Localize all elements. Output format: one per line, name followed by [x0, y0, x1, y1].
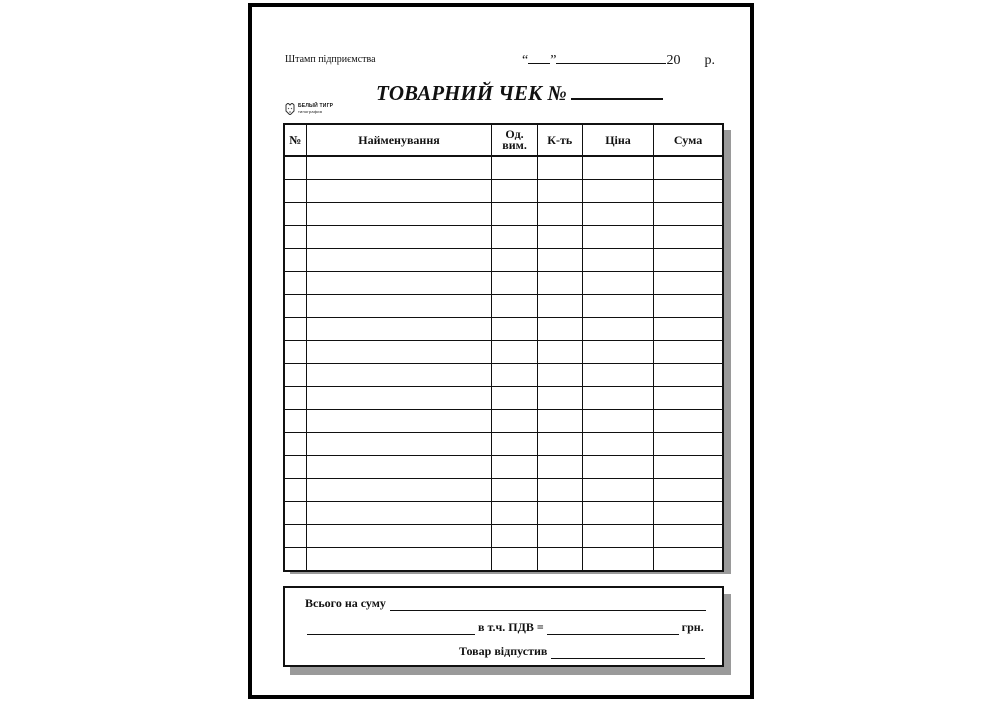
- table-cell-sum[interactable]: [654, 156, 723, 180]
- table-cell-price[interactable]: [582, 502, 653, 525]
- table-cell-price[interactable]: [582, 341, 653, 364]
- table-row: [284, 479, 723, 502]
- month-blank[interactable]: [556, 51, 666, 64]
- vat-amount-blank[interactable]: [547, 622, 679, 635]
- table-cell-sum[interactable]: [654, 295, 723, 318]
- released-line: [459, 644, 705, 659]
- table-cell-unit[interactable]: [492, 318, 537, 341]
- table-row: [284, 341, 723, 364]
- table-cell-unit[interactable]: [492, 502, 537, 525]
- table-cell-qty[interactable]: [537, 249, 582, 272]
- table-row: [284, 180, 723, 203]
- table-cell-name[interactable]: [306, 479, 492, 502]
- table-cell-unit[interactable]: [492, 203, 537, 226]
- table-cell-no[interactable]: [284, 203, 306, 226]
- table-cell-sum[interactable]: [654, 433, 723, 456]
- table-cell-name[interactable]: [306, 410, 492, 433]
- table-cell-qty[interactable]: [537, 456, 582, 479]
- logo-line-1: БЕЛЫЙ ТИГР: [298, 103, 334, 109]
- receipt-number-blank[interactable]: [571, 82, 663, 100]
- table-row: [284, 295, 723, 318]
- table-cell-unit[interactable]: [492, 249, 537, 272]
- table-cell-name[interactable]: [306, 249, 492, 272]
- table-cell-unit[interactable]: [492, 479, 537, 502]
- table-cell-unit[interactable]: [492, 410, 537, 433]
- table-cell-unit[interactable]: [492, 272, 537, 295]
- table-row: [284, 525, 723, 548]
- table-cell-price[interactable]: [582, 456, 653, 479]
- table-cell-name[interactable]: [306, 318, 492, 341]
- table-cell-qty[interactable]: [537, 295, 582, 318]
- table-cell-unit[interactable]: [492, 156, 537, 180]
- table-cell-qty[interactable]: [537, 226, 582, 249]
- table-cell-name[interactable]: [306, 203, 492, 226]
- year-suffix: р.: [704, 53, 715, 68]
- col-header-price: Ціна: [582, 124, 653, 156]
- table-row: [284, 156, 723, 180]
- table-row: [284, 410, 723, 433]
- table-cell-qty[interactable]: [537, 433, 582, 456]
- table-cell-sum[interactable]: [654, 387, 723, 410]
- table-cell-name[interactable]: [306, 272, 492, 295]
- table-cell-no[interactable]: [284, 156, 306, 180]
- table-cell-price[interactable]: [582, 180, 653, 203]
- table-cell-no[interactable]: [284, 295, 306, 318]
- table-cell-qty[interactable]: [537, 203, 582, 226]
- year-prefix: 20: [666, 53, 681, 68]
- table-cell-no[interactable]: [284, 226, 306, 249]
- table-cell-name[interactable]: [306, 341, 492, 364]
- table-cell-no[interactable]: [284, 525, 306, 548]
- table-cell-sum[interactable]: [654, 180, 723, 203]
- table-cell-price[interactable]: [582, 525, 653, 548]
- table-cell-sum[interactable]: [654, 272, 723, 295]
- table-cell-price[interactable]: [582, 156, 653, 180]
- table-cell-sum[interactable]: [654, 341, 723, 364]
- table-cell-unit[interactable]: [492, 364, 537, 387]
- table-cell-no[interactable]: [284, 456, 306, 479]
- logo-line-2: типография: [298, 109, 323, 114]
- table-cell-sum[interactable]: [654, 456, 723, 479]
- table-cell-name[interactable]: [306, 364, 492, 387]
- table-cell-name[interactable]: [306, 548, 492, 572]
- table-cell-no[interactable]: [284, 364, 306, 387]
- table-cell-price[interactable]: [582, 318, 653, 341]
- table-cell-price[interactable]: [582, 387, 653, 410]
- table-cell-no[interactable]: [284, 410, 306, 433]
- table-cell-sum[interactable]: [654, 410, 723, 433]
- table-cell-name[interactable]: [306, 433, 492, 456]
- table-cell-price[interactable]: [582, 249, 653, 272]
- table-cell-qty[interactable]: [537, 180, 582, 203]
- date-line: [522, 51, 715, 69]
- table-cell-sum[interactable]: [654, 525, 723, 548]
- table-cell-unit[interactable]: [492, 295, 537, 318]
- total-amount-blank[interactable]: [390, 598, 706, 611]
- currency-label: грн.: [681, 620, 704, 634]
- table-cell-unit[interactable]: [492, 387, 537, 410]
- table-cell-qty[interactable]: [537, 479, 582, 502]
- table-cell-price[interactable]: [582, 410, 653, 433]
- table-cell-no[interactable]: [284, 479, 306, 502]
- table-row: [284, 502, 723, 525]
- table-cell-name[interactable]: [306, 156, 492, 180]
- released-signature-blank[interactable]: [551, 646, 705, 659]
- table-cell-price[interactable]: [582, 433, 653, 456]
- table-row: [284, 249, 723, 272]
- publisher-logo: [285, 103, 333, 115]
- col-header-name: Найменування: [306, 124, 492, 156]
- table-cell-sum[interactable]: [654, 548, 723, 572]
- date-close-quote: ”: [550, 53, 557, 68]
- col-header-unit: Од. вим.: [492, 124, 537, 156]
- released-label: Товар відпустив: [459, 644, 548, 658]
- table-cell-price[interactable]: [582, 203, 653, 226]
- table-cell-no[interactable]: [284, 548, 306, 572]
- table-cell-unit[interactable]: [492, 548, 537, 572]
- table-body: [284, 156, 723, 571]
- table-cell-name[interactable]: [306, 525, 492, 548]
- table-cell-sum[interactable]: [654, 318, 723, 341]
- table-cell-sum[interactable]: [654, 502, 723, 525]
- table-cell-name[interactable]: [306, 180, 492, 203]
- table-row: [284, 433, 723, 456]
- table-cell-sum[interactable]: [654, 479, 723, 502]
- table-cell-price[interactable]: [582, 272, 653, 295]
- table-cell-price[interactable]: [582, 295, 653, 318]
- items-table: [283, 123, 724, 572]
- summary-box: [283, 586, 724, 667]
- table-cell-qty[interactable]: [537, 548, 582, 572]
- table-cell-name[interactable]: [306, 502, 492, 525]
- table-cell-price[interactable]: [582, 364, 653, 387]
- table-cell-no[interactable]: [284, 318, 306, 341]
- table-row: [284, 203, 723, 226]
- total-line: [305, 596, 706, 611]
- table-cell-qty[interactable]: [537, 364, 582, 387]
- table-cell-qty[interactable]: [537, 156, 582, 180]
- table-cell-name[interactable]: [306, 295, 492, 318]
- table-row: [284, 272, 723, 295]
- table-cell-qty[interactable]: [537, 410, 582, 433]
- table-cell-qty[interactable]: [537, 387, 582, 410]
- table-cell-unit[interactable]: [492, 180, 537, 203]
- table-cell-no[interactable]: [284, 272, 306, 295]
- table-row: [284, 456, 723, 479]
- table-cell-sum[interactable]: [654, 226, 723, 249]
- table-cell-qty[interactable]: [537, 272, 582, 295]
- table-cell-unit[interactable]: [492, 456, 537, 479]
- table-cell-name[interactable]: [306, 226, 492, 249]
- table-cell-sum[interactable]: [654, 203, 723, 226]
- date-open-quote: “: [522, 53, 529, 68]
- page-title: [376, 81, 663, 106]
- receipt-form: [248, 3, 754, 699]
- table-cell-no[interactable]: [284, 180, 306, 203]
- table-header-row: [284, 124, 723, 156]
- table-cell-unit[interactable]: [492, 525, 537, 548]
- table-cell-no[interactable]: [284, 433, 306, 456]
- stamp-label: Штамп підприємства: [285, 54, 376, 65]
- col-header-qty: К-ть: [537, 124, 582, 156]
- table-row: [284, 387, 723, 410]
- table-cell-price[interactable]: [582, 479, 653, 502]
- col-header-number: №: [284, 124, 306, 156]
- table-cell-no[interactable]: [284, 341, 306, 364]
- table-cell-qty[interactable]: [537, 502, 582, 525]
- table-row: [284, 548, 723, 572]
- vat-line: [307, 620, 704, 635]
- total-words-blank[interactable]: [307, 622, 475, 635]
- table-row: [284, 364, 723, 387]
- total-label: Всього на суму: [305, 596, 386, 610]
- col-header-sum: Сума: [654, 124, 723, 156]
- table-cell-price[interactable]: [582, 548, 653, 572]
- table-cell-no[interactable]: [284, 387, 306, 410]
- table-cell-sum[interactable]: [654, 249, 723, 272]
- tiger-icon: [285, 103, 295, 115]
- table-cell-unit[interactable]: [492, 433, 537, 456]
- table-cell-qty[interactable]: [537, 525, 582, 548]
- table-cell-name[interactable]: [306, 456, 492, 479]
- title-text: ТОВАРНИЙ ЧЕК №: [376, 81, 567, 105]
- table-row: [284, 226, 723, 249]
- table-cell-qty[interactable]: [537, 341, 582, 364]
- table-cell-name[interactable]: [306, 387, 492, 410]
- table-cell-unit[interactable]: [492, 341, 537, 364]
- table-cell-qty[interactable]: [537, 318, 582, 341]
- table-cell-sum[interactable]: [654, 364, 723, 387]
- table-row: [284, 318, 723, 341]
- table-cell-unit[interactable]: [492, 226, 537, 249]
- table-cell-price[interactable]: [582, 226, 653, 249]
- table-cell-no[interactable]: [284, 249, 306, 272]
- day-blank[interactable]: [528, 51, 550, 64]
- table-cell-no[interactable]: [284, 502, 306, 525]
- vat-label: в т.ч. ПДВ =: [478, 620, 544, 634]
